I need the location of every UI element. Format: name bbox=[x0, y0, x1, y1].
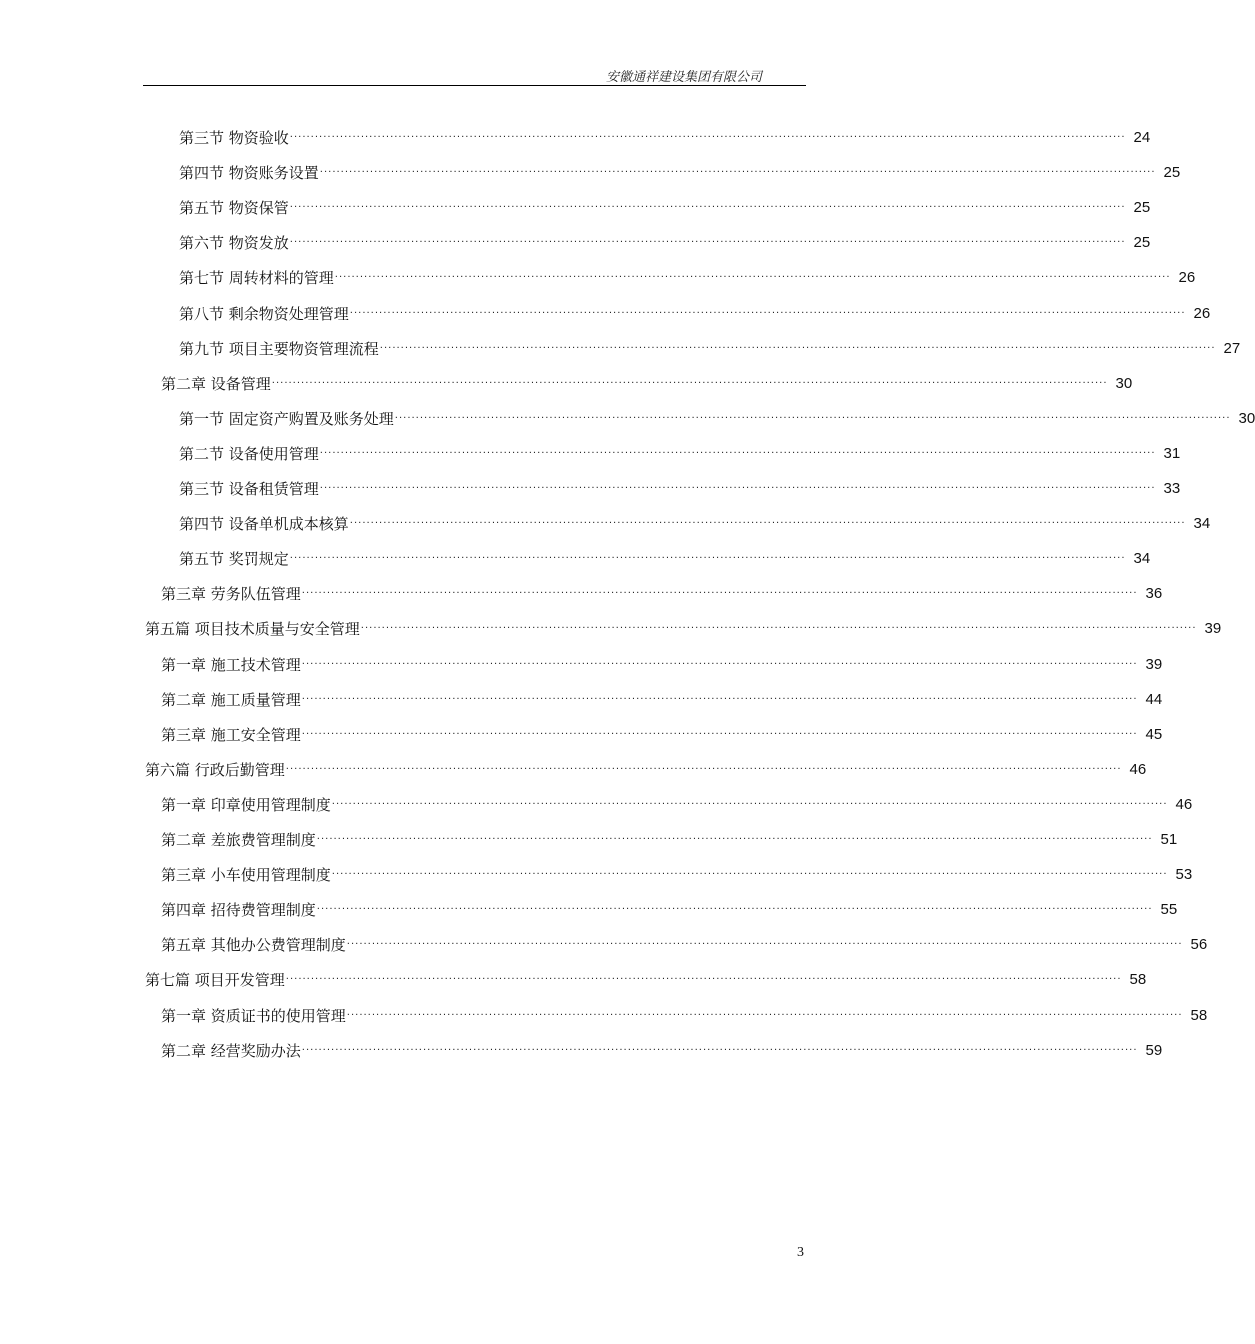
toc-entry-page: 51 bbox=[1160, 831, 1178, 848]
toc-entry-page: 46 bbox=[1129, 760, 1147, 778]
toc-entry[interactable] bbox=[179, 120, 1151, 155]
toc-entry-page: 58 bbox=[1129, 971, 1147, 989]
toc-entry[interactable] bbox=[179, 401, 1255, 436]
toc-entry-page: 34 bbox=[1133, 550, 1151, 568]
toc-entry-title: 第三章 劳务队伍管理 bbox=[161, 585, 301, 604]
toc-entry-page: 33 bbox=[1163, 480, 1181, 497]
toc-entry[interactable] bbox=[179, 506, 1211, 541]
toc-entry-title: 第二章 经营奖励办法 bbox=[161, 1041, 301, 1060]
toc-entry[interactable] bbox=[161, 927, 1208, 962]
toc-entry-page: 30 bbox=[1115, 374, 1133, 392]
toc-entry-page: 25 bbox=[1133, 199, 1151, 217]
toc-entry[interactable] bbox=[179, 225, 1151, 260]
toc-entry-title: 第一章 资质证书的使用管理 bbox=[161, 1006, 346, 1025]
toc-entry-title: 第三章 施工安全管理 bbox=[161, 725, 301, 744]
toc-entry-title: 第四节 物资账务设置 bbox=[179, 164, 319, 183]
toc-leader-dots: ········································································································································································································ bbox=[301, 658, 1138, 670]
toc-leader-dots: ········································································································································································································ bbox=[301, 1044, 1138, 1056]
toc-entry-page: 58 bbox=[1190, 1006, 1208, 1024]
toc-entry-title: 第八节 剩余物资处理管理 bbox=[179, 304, 349, 323]
toc-entry[interactable] bbox=[145, 752, 1147, 787]
toc-entry-title: 第五节 奖罚规定 bbox=[179, 550, 289, 569]
toc-leader-dots: ········································································································································································································ bbox=[316, 904, 1153, 916]
toc-leader-dots: ········································································································································································································ bbox=[331, 798, 1168, 810]
toc-leader-dots: ········································································································································································································ bbox=[319, 167, 1156, 179]
toc-entry[interactable] bbox=[161, 857, 1193, 892]
toc-leader-dots: ········································································································································································································ bbox=[319, 447, 1156, 459]
toc-entry-page: 53 bbox=[1175, 866, 1193, 884]
toc-entry-page: 46 bbox=[1175, 795, 1193, 813]
toc-leader-dots: ········································································································································································································ bbox=[349, 307, 1186, 319]
toc-entry[interactable] bbox=[179, 541, 1151, 576]
toc-entry-title: 第五章 其他办公费管理制度 bbox=[161, 936, 346, 955]
toc-leader-dots: ········································································································································································································ bbox=[285, 974, 1122, 986]
toc-leader-dots: ········································································································································································································ bbox=[319, 483, 1156, 494]
toc-entry-page: 24 bbox=[1133, 129, 1151, 146]
toc-entry-title: 第二章 施工质量管理 bbox=[161, 690, 301, 709]
toc-entry[interactable] bbox=[161, 892, 1178, 927]
toc-entry[interactable] bbox=[179, 436, 1181, 471]
toc-entry[interactable] bbox=[179, 155, 1181, 190]
toc-entry-page: 27 bbox=[1223, 339, 1241, 357]
header-rule bbox=[143, 85, 806, 86]
toc-entry-title: 第七节 周转材料的管理 bbox=[179, 269, 334, 288]
toc-entry[interactable] bbox=[161, 682, 1163, 717]
toc-entry-page: 59 bbox=[1145, 1041, 1163, 1059]
toc-entry-page: 31 bbox=[1163, 444, 1181, 462]
toc-entry[interactable] bbox=[179, 471, 1181, 506]
toc-entry[interactable] bbox=[179, 190, 1151, 225]
toc-entry-page: 26 bbox=[1178, 269, 1196, 287]
toc-entry[interactable] bbox=[179, 296, 1211, 331]
toc-entry-page: 25 bbox=[1163, 164, 1181, 182]
toc-entry[interactable] bbox=[179, 331, 1241, 366]
toc-leader-dots: ········································································································································································································ bbox=[394, 412, 1231, 424]
toc-entry[interactable] bbox=[161, 576, 1163, 611]
toc-leader-dots: ········································································································································································································ bbox=[346, 1009, 1183, 1021]
toc-leader-dots: ········································································································································································································ bbox=[289, 132, 1126, 143]
toc-entry-title: 第三节 设备租赁管理 bbox=[179, 480, 319, 498]
toc-leader-dots: ········································································································································································································ bbox=[289, 553, 1126, 565]
toc-entry[interactable] bbox=[161, 1033, 1163, 1068]
toc-entry[interactable] bbox=[145, 611, 1222, 646]
toc-entry-page: 30 bbox=[1238, 409, 1255, 427]
toc-entry-title: 第二节 设备使用管理 bbox=[179, 444, 319, 463]
toc-entry[interactable] bbox=[161, 717, 1163, 752]
toc-entry-page: 56 bbox=[1190, 936, 1208, 954]
toc-entry-page: 39 bbox=[1204, 620, 1222, 638]
toc-leader-dots: ········································································································································································································ bbox=[316, 834, 1153, 845]
toc-leader-dots: ········································································································································································································ bbox=[379, 342, 1216, 354]
toc-entry[interactable] bbox=[161, 998, 1208, 1033]
page-number: 3 bbox=[797, 1245, 804, 1260]
toc-entry-title: 第六篇 行政后勤管理 bbox=[145, 760, 285, 779]
toc-entry-title: 第一章 施工技术管理 bbox=[161, 655, 301, 674]
toc-leader-dots: ········································································································································································································ bbox=[271, 377, 1108, 389]
toc-entry-title: 第三节 物资验收 bbox=[179, 129, 289, 147]
toc-entry-title: 第四章 招待费管理制度 bbox=[161, 901, 316, 920]
toc-leader-dots: ········································································································································································································ bbox=[334, 272, 1171, 284]
toc-entry-title: 第五节 物资保管 bbox=[179, 199, 289, 218]
toc-entry-title: 第一章 印章使用管理制度 bbox=[161, 795, 331, 814]
toc-entry-page: 26 bbox=[1193, 304, 1211, 322]
toc-leader-dots: ········································································································································································································ bbox=[360, 623, 1197, 635]
toc-entry-title: 第三章 小车使用管理制度 bbox=[161, 866, 331, 885]
toc-entry-title: 第二章 差旅费管理制度 bbox=[161, 831, 316, 849]
toc-entry-page: 39 bbox=[1145, 655, 1163, 673]
toc-entry-title: 第一节 固定资产购置及账务处理 bbox=[179, 409, 394, 428]
toc-leader-dots: ········································································································································································································ bbox=[301, 693, 1138, 705]
toc-entry-title: 第四节 设备单机成本核算 bbox=[179, 515, 349, 534]
toc-entry-title: 第六节 物资发放 bbox=[179, 234, 289, 253]
toc-leader-dots: ········································································································································································································ bbox=[289, 237, 1126, 249]
toc-entry-title: 第五篇 项目技术质量与安全管理 bbox=[145, 620, 360, 639]
toc-entry[interactable] bbox=[161, 822, 1178, 857]
toc-entry-title: 第二章 设备管理 bbox=[161, 374, 271, 393]
toc-leader-dots: ········································································································································································································ bbox=[289, 202, 1126, 214]
toc-entry-title: 第七篇 项目开发管理 bbox=[145, 971, 285, 990]
toc-leader-dots: ········································································································································································································ bbox=[346, 939, 1183, 951]
toc-entry-page: 34 bbox=[1193, 515, 1211, 533]
toc-entry-page: 55 bbox=[1160, 901, 1178, 919]
toc-entry[interactable] bbox=[179, 260, 1196, 295]
toc-entry-page: 44 bbox=[1145, 690, 1163, 708]
toc-leader-dots: ········································································································································································································ bbox=[301, 728, 1138, 740]
toc-entry-page: 25 bbox=[1133, 234, 1151, 252]
toc-entry[interactable] bbox=[161, 647, 1163, 682]
toc-leader-dots: ········································································································································································································ bbox=[331, 869, 1168, 881]
toc-leader-dots: ········································································································································································································ bbox=[285, 763, 1122, 775]
toc-leader-dots: ········································································································································································································ bbox=[349, 518, 1186, 530]
toc-entry-page: 36 bbox=[1145, 585, 1163, 603]
toc-entry-title: 第九节 项目主要物资管理流程 bbox=[179, 339, 379, 358]
toc-entry-page: 45 bbox=[1145, 725, 1163, 743]
header-company-name: 安徽通祥建设集团有限公司 bbox=[605, 70, 762, 85]
toc-entry[interactable] bbox=[145, 962, 1147, 997]
toc-entry[interactable] bbox=[161, 787, 1193, 822]
toc-leader-dots: ········································································································································································································ bbox=[301, 588, 1138, 600]
toc-entry[interactable] bbox=[161, 366, 1133, 401]
